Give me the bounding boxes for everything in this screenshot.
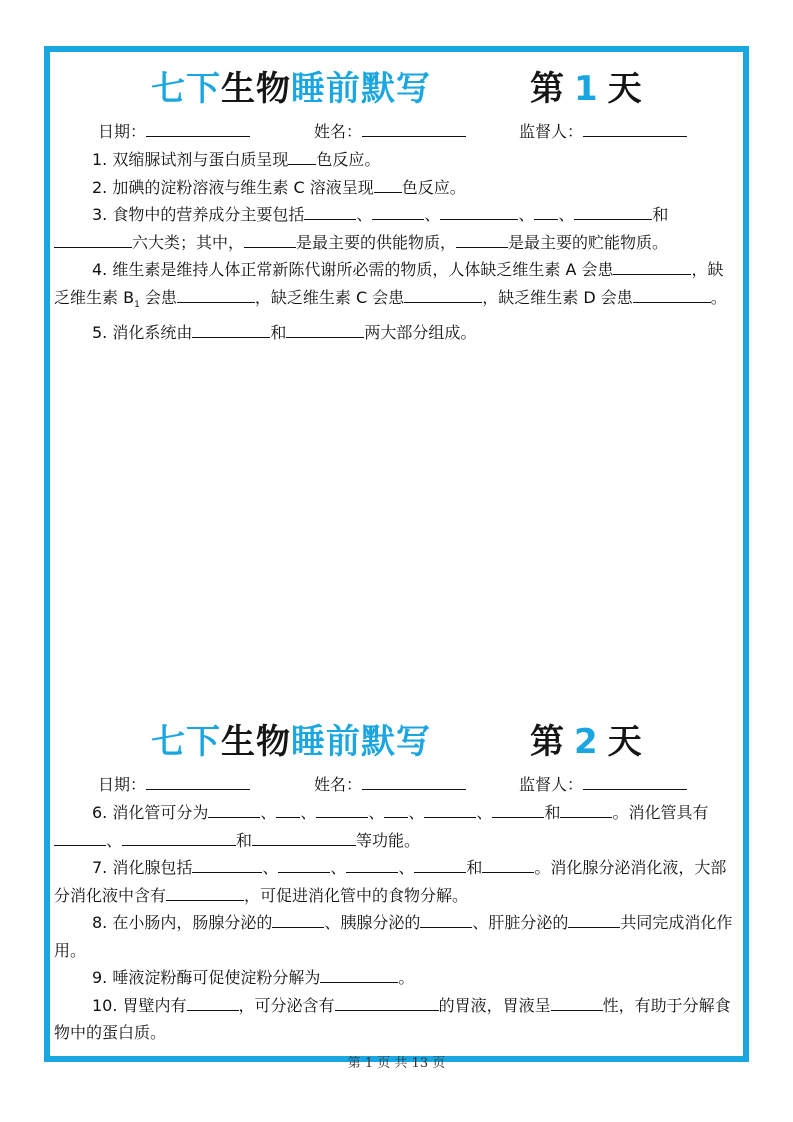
blank[interactable] — [335, 995, 439, 1011]
name-field[interactable]: 姓名： — [314, 771, 466, 799]
blank[interactable] — [208, 802, 260, 818]
blank[interactable] — [192, 322, 270, 338]
date-field[interactable]: 日期： — [98, 118, 250, 146]
date-blank[interactable] — [146, 120, 250, 137]
name-blank[interactable] — [362, 773, 466, 790]
day-2-number: 2 — [574, 722, 598, 762]
question-2: 2. 加碘的淀粉溶液与维生素 C 溶液呈现 色反应。 — [92, 177, 466, 197]
blank[interactable] — [440, 204, 518, 220]
blank[interactable] — [316, 802, 368, 818]
blank[interactable] — [574, 204, 652, 220]
blank[interactable] — [482, 857, 534, 873]
day-1-title — [54, 64, 734, 114]
blank[interactable] — [613, 259, 691, 275]
question-6: 6. 消化管可分为 、 、 、 、 、 和 。消化管具有、 和 等功能。 — [54, 799, 734, 854]
day-2-title — [54, 717, 734, 767]
day-2-info-row — [54, 771, 734, 799]
blank[interactable] — [54, 830, 106, 846]
supervisor-field[interactable]: 监督人： — [519, 118, 687, 146]
blank[interactable] — [187, 995, 239, 1011]
supervisor-blank[interactable] — [583, 773, 687, 790]
blank[interactable] — [54, 232, 132, 248]
name-field[interactable]: 姓名： — [314, 118, 466, 146]
day-1-info-row — [54, 118, 734, 146]
blank[interactable] — [534, 204, 558, 220]
supervisor-field[interactable]: 监督人： — [519, 771, 687, 799]
question-5: 5. 消化系统由 和 两大部分组成。 — [92, 323, 477, 343]
blank[interactable] — [177, 287, 255, 303]
blank[interactable] — [568, 912, 620, 928]
day-1-number: 1 — [574, 69, 598, 109]
blank[interactable] — [374, 177, 402, 193]
question-4: 4. 维生素是维持人体正常新陈代谢所必需的物质，人体缺乏维生素 A 会患 ，缺乏维生素 $B_1$ 会患 ，缺乏维生素 C 会患 ，缺乏维生素 D 会患 。 — [54, 260, 727, 310]
blank[interactable] — [288, 149, 316, 165]
supervisor-blank[interactable] — [583, 120, 687, 137]
page-footer: 第 1 页 共 13 页 — [347, 1056, 446, 1071]
question-7: 7. 消化腺包括 、 、 、 和 。消化腺分泌消化液，大部分消化液中含有 ，可促进消化管中的食物分解。 — [54, 858, 727, 905]
question-3: 3. 食物中的营养成分主要包括 、 、 、 、 和六大类；其中， 是最主要的供能物质， 是最主要的贮能物质。 — [54, 201, 734, 256]
day-1-day-label: 第 1 天 — [530, 69, 642, 109]
blank[interactable] — [122, 830, 236, 846]
question-10: 10. 胃壁内有 ，可分泌含有 的胃液，胃液呈 性，有助于分解食物中的蛋白质。 — [54, 995, 731, 1042]
date-field[interactable]: 日期： — [98, 771, 250, 799]
blank[interactable] — [492, 802, 544, 818]
blank[interactable] — [278, 857, 330, 873]
blank[interactable] — [272, 912, 324, 928]
question-9: 9. 唾液淀粉酶可促使淀粉分解为 。 — [92, 968, 415, 987]
blank[interactable] — [551, 995, 603, 1011]
blank[interactable] — [560, 802, 612, 818]
blank[interactable] — [252, 830, 356, 846]
blank[interactable] — [420, 912, 472, 928]
day-2-day-label: 第 2 天 — [530, 722, 642, 762]
blank[interactable] — [166, 885, 244, 901]
blank[interactable] — [286, 322, 364, 338]
blank[interactable] — [633, 287, 711, 303]
day-1-title-main: 七下生物睡前默写 — [151, 69, 431, 109]
blank[interactable] — [304, 204, 356, 220]
blank[interactable] — [384, 802, 408, 818]
day-2-title-main: 七下生物睡前默写 — [151, 722, 431, 762]
date-blank[interactable] — [146, 773, 250, 790]
blank[interactable] — [244, 232, 296, 248]
blank[interactable] — [276, 802, 300, 818]
question-1: 1. 双缩脲试剂与蛋白质呈现 色反应。 — [92, 150, 381, 169]
name-blank[interactable] — [362, 120, 466, 137]
blank[interactable] — [404, 287, 482, 303]
blank[interactable] — [192, 857, 262, 873]
blank[interactable] — [372, 204, 424, 220]
day-1-section — [54, 64, 734, 347]
blank[interactable] — [414, 857, 466, 873]
day-2-section — [54, 717, 734, 1047]
blank[interactable] — [320, 967, 398, 983]
blank[interactable] — [424, 802, 476, 818]
blank[interactable] — [346, 857, 398, 873]
blank[interactable] — [456, 232, 508, 248]
question-8: 8. 在小肠内，肠腺分泌的 、胰腺分泌的 、肝脏分泌的 共同完成消化作用。 — [54, 913, 733, 960]
